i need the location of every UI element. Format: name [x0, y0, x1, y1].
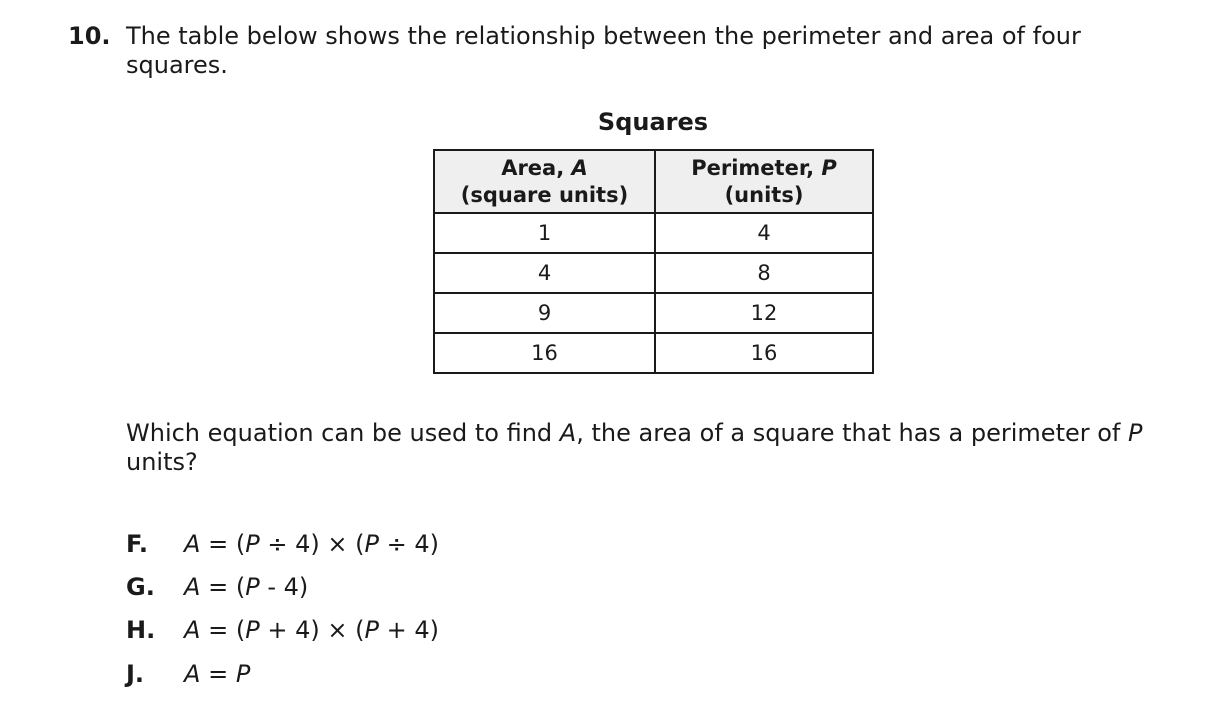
table-row: [434, 293, 873, 333]
table-title: Squares: [597, 108, 709, 136]
header-perimeter-unit: (units): [724, 182, 804, 207]
table-cell: 8: [655, 253, 873, 293]
question-part-3: units?: [126, 448, 198, 476]
question-number: 10.: [68, 22, 111, 50]
question-part-1: Which equation can be used to find: [126, 419, 560, 447]
header-perimeter-name: Perimeter,: [691, 155, 822, 180]
table-row: [434, 333, 873, 373]
choice-letter: F.: [126, 530, 148, 558]
question-text: [126, 419, 1176, 477]
choice-letter: J.: [126, 660, 145, 688]
choice-expression: A = (P ÷ 4) × (P ÷ 4): [184, 530, 440, 558]
table-cell: 16: [434, 333, 655, 373]
choice-expression: A = P: [184, 660, 251, 688]
choice-f[interactable]: [126, 530, 439, 558]
table-header-row: [434, 150, 873, 213]
header-area-unit: (square units): [460, 182, 629, 207]
choice-expression: A = (P + 4) × (P + 4): [184, 616, 440, 644]
table-row: [434, 213, 873, 253]
header-perimeter: [655, 150, 873, 213]
table-cell: 9: [434, 293, 655, 333]
choice-h[interactable]: [126, 616, 439, 644]
squares-table: [433, 149, 874, 374]
table-cell: 4: [655, 213, 873, 253]
choice-g[interactable]: [126, 573, 308, 601]
table-cell: 1: [434, 213, 655, 253]
question-var-p: P: [1128, 419, 1143, 447]
choice-expression: A = (P - 4): [184, 573, 309, 601]
choice-j[interactable]: [126, 660, 250, 688]
header-area-var: A: [571, 155, 588, 180]
question-part-2: , the area of a square that has a perimeter of: [576, 419, 1128, 447]
table-cell: 16: [655, 333, 873, 373]
choice-letter: G.: [126, 573, 155, 601]
question-prompt: The table below shows the relationship between the perimeter and area of four squares.: [126, 22, 1081, 79]
table-cell: 4: [434, 253, 655, 293]
table-cell: 12: [655, 293, 873, 333]
header-area-name: Area,: [501, 155, 572, 180]
header-area: [434, 150, 655, 213]
choice-letter: H.: [126, 616, 156, 644]
header-perimeter-var: P: [821, 155, 837, 180]
table-row: [434, 253, 873, 293]
question-var-a: A: [559, 419, 577, 447]
